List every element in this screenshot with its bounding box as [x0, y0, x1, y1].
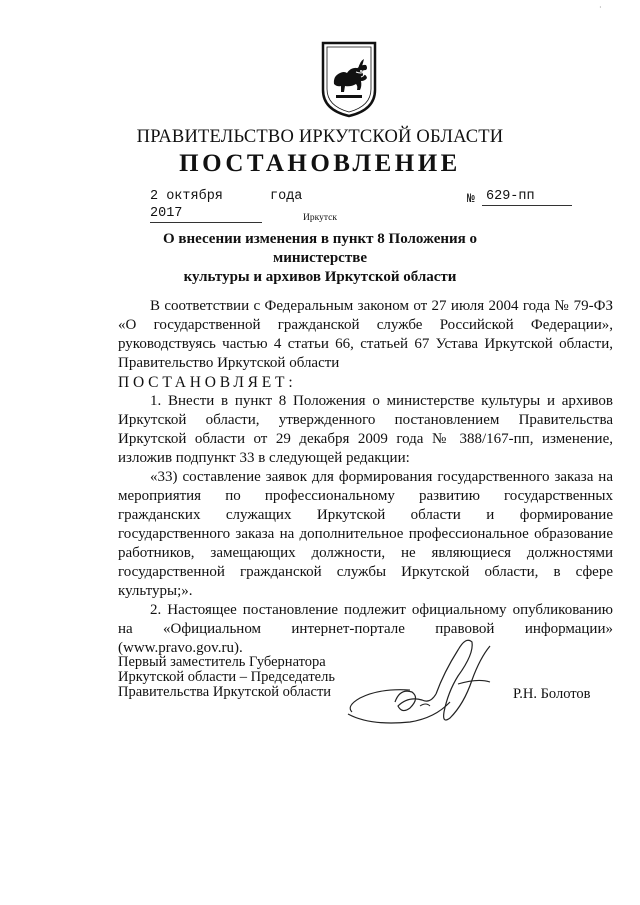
- item-1-paragraph: 1. Внести в пункт 8 Положения о министерстве культуры и архивов Иркутской области, утвержденного постановлением Правительства Иркутской области от 29 декабря 2009 года № 388/167-пп, изменение, изложив подпункт 33 в следующей редакции:: [118, 393, 613, 466]
- position-line-1: Первый заместитель Губернатора: [118, 654, 326, 670]
- document-title: [140, 230, 500, 287]
- government-name: ПРАВИТЕЛЬСТВО ИРКУТСКОЙ ОБЛАСТИ: [136, 127, 504, 147]
- resolves-heading: ПОСТАНОВЛЯЕТ:: [118, 374, 297, 391]
- intro-paragraph: В соответствии с Федеральным законом от 27 июля 2004 года № 79-ФЗ «О государственной гражданской службе Российской Федерации», руководствуясь частью 4 статьи 66, статьей 67 Устава Иркутской области, Правительство Иркутской области: [118, 298, 613, 371]
- document-title-line-2: культуры и архивов Иркутской области: [183, 269, 457, 285]
- document-type: ПОСТАНОВЛЕНИЕ: [179, 150, 461, 177]
- corner-mark: ·: [599, 3, 602, 12]
- item-2-paragraph: 2. Настоящее постановление подлежит официальному опубликованию на «Официальном интернет-портале правовой информации» (www.pravo.gov.ru).: [118, 602, 613, 656]
- signatory-position: [118, 655, 335, 700]
- document-number: 629-пп: [482, 188, 572, 206]
- document-body: [118, 297, 613, 658]
- quote-paragraph: «33) составление заявок для формирования государственного заказа на мероприятия по профессиональному развитию государственных гражданских служащих Иркутской области и формирование государственного заказа на дополнительное профессиональное образование работников, замещающих должности, не являющиеся должностями государственной гражданской службы Иркутской области, в сфере культуры;».: [118, 469, 613, 599]
- signer-name: Р.Н. Болотов: [513, 686, 591, 702]
- irkutsk-coat-of-arms-icon: [320, 40, 378, 118]
- document-date-suffix: года: [270, 189, 303, 204]
- position-line-2: Иркутской области – Председатель: [118, 669, 335, 685]
- handwritten-signature: [340, 632, 510, 732]
- document-date: 2 октября 2017: [150, 188, 262, 223]
- document-city: Иркутск: [303, 213, 337, 223]
- document-title-line-1: О внесении изменения в пункт 8 Положения о министерстве: [162, 231, 478, 266]
- position-line-3: Правительства Иркутской области: [118, 684, 332, 700]
- document-number-label: №: [467, 191, 475, 206]
